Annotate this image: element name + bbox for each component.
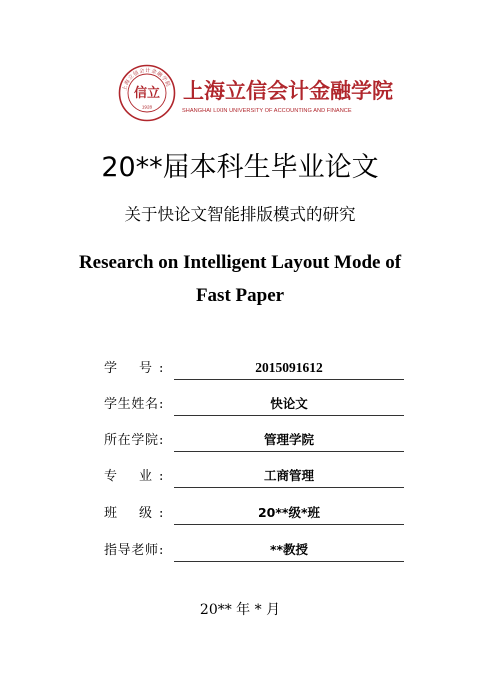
- seal-year: 1928: [141, 104, 153, 110]
- field-colon: :: [159, 361, 164, 376]
- field-major: [104, 466, 404, 488]
- field-label: 班级: [104, 506, 152, 521]
- seal-center-text: 信立: [133, 86, 161, 101]
- field-college: [104, 430, 404, 452]
- university-seal-icon: [118, 64, 176, 122]
- thesis-title-cn: 关于快论文智能排版模式的研究: [124, 205, 356, 224]
- thesis-title-en-line2: Fast Paper: [195, 285, 285, 306]
- cover-title: 20**届本科生毕业论文: [101, 152, 379, 183]
- field-colon: :: [159, 506, 164, 521]
- field-label: 学号: [104, 361, 152, 376]
- field-value: 管理学院: [174, 430, 404, 452]
- field-student-id: [104, 358, 404, 380]
- seal-arc-text: 上海立信会计金融学院: [121, 67, 172, 92]
- field-value: 20**级*班: [174, 503, 404, 525]
- field-colon: :: [159, 469, 164, 484]
- field-colon: :: [159, 543, 164, 558]
- university-name-cn: 上海立信会计金融学院: [183, 78, 393, 103]
- submission-date: 20** 年 * 月: [199, 602, 281, 618]
- field-label: 所在学院: [104, 433, 158, 448]
- field-colon: :: [159, 397, 164, 412]
- field-value: 快论文: [174, 394, 404, 416]
- field-label: 指导老师: [104, 543, 158, 558]
- field-student-name: [104, 394, 404, 416]
- field-advisor: [104, 540, 404, 562]
- field-label: 专业: [104, 469, 152, 484]
- field-class: [104, 503, 404, 525]
- university-name-en: SHANGHAI LIXIN UNIVERSITY OF ACCOUNTING AND FINANCE: [182, 108, 352, 114]
- field-value: **教授: [174, 540, 404, 562]
- field-colon: :: [159, 433, 164, 448]
- thesis-title-en-line1: Research on Intelligent Layout Mode of: [78, 252, 402, 273]
- field-label: 学生姓名: [104, 397, 158, 412]
- field-value: 工商管理: [174, 466, 404, 488]
- field-value: 2015091612: [174, 358, 404, 380]
- thesis-title-en: [60, 246, 420, 312]
